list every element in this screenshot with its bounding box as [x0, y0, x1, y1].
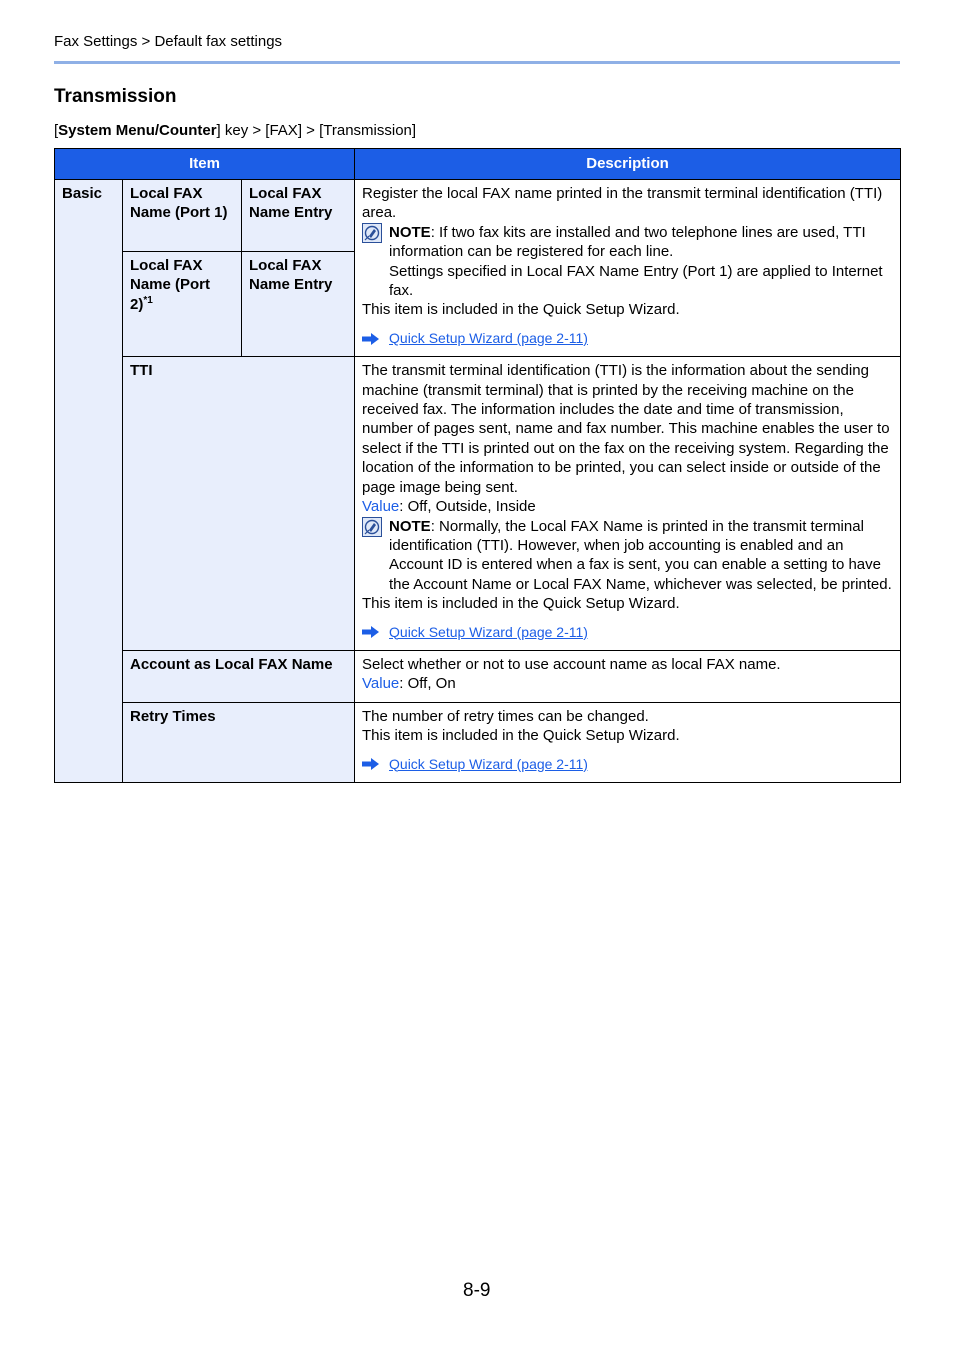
- table-row: [55, 650, 901, 702]
- wizard-text: This item is included in the Quick Setup Wizard.: [362, 727, 680, 745]
- group-basic: Basic: [55, 180, 123, 783]
- header-item: Item: [55, 149, 355, 180]
- note-pencil-icon: [362, 223, 382, 243]
- quick-setup-wizard-link[interactable]: Quick Setup Wizard (page 2-11): [389, 329, 588, 346]
- section-title: Transmission: [54, 86, 177, 107]
- header-rule: [54, 61, 900, 64]
- value-line: [362, 674, 892, 693]
- header-description: Description: [355, 149, 901, 180]
- item-local-fax-name-port1: Local FAX Name (Port 1): [123, 180, 242, 252]
- arrow-right-icon: [362, 758, 380, 770]
- link-line: [362, 329, 892, 348]
- settings-table: [54, 148, 901, 783]
- value-label: Value: [362, 675, 400, 693]
- item-tti: TTI: [123, 357, 355, 651]
- item-retry-times: Retry Times: [123, 702, 355, 782]
- desc-tti: [355, 357, 901, 651]
- value-label: Value: [362, 498, 400, 516]
- item-local-fax-name-port2: [123, 251, 242, 356]
- page-number: 8-9: [463, 1280, 491, 1301]
- quick-setup-wizard-link[interactable]: Quick Setup Wizard (page 2-11): [389, 755, 588, 772]
- note-label: NOTE: [389, 517, 431, 535]
- note-body: : Normally, the Local FAX Name is printed in the transmit terminal identification (TTI). However, when job accounting is enabled and an Account ID is entered when a fax is sent, you can enable a setting to have the Account Name or Local FAX Name, whichever was selected, be printed.: [389, 517, 892, 593]
- link-line: [362, 623, 892, 642]
- note-label: NOTE: [389, 223, 431, 241]
- arrow-right-icon: [362, 626, 380, 638]
- quick-setup-wizard-link[interactable]: Quick Setup Wizard (page 2-11): [389, 623, 588, 640]
- desc-text: The transmit terminal identification (TTI) is the information about the sending machine (transmit terminal) that is printed by the receiving machine on the received fax. The information includes the date and time of transmission, number of pages sent, name and fax number. This machine enables the user to select if the TTI is printed out on the fax on the receiving system. Regarding the location of the information to be printed, you can select inside or outside of the page image being sent.: [362, 362, 890, 496]
- wizard-text: This item is included in the Quick Setup Wizard.: [362, 595, 680, 613]
- key-path-key: System Menu/Counter: [58, 122, 217, 139]
- wizard-text: This item is included in the Quick Setup Wizard.: [362, 301, 680, 319]
- link-line: [362, 755, 892, 774]
- value-text: : Off, On: [399, 675, 456, 693]
- note-body: : If two fax kits are installed and two telephone lines are used, TTI information can be registered for each line.: [389, 223, 866, 261]
- table-row: [55, 357, 901, 651]
- key-path-rest: ] key > [FAX] > [Transmission]: [216, 122, 417, 139]
- desc-text: Register the local FAX name printed in the transmit terminal identification (TTI) area.: [362, 185, 883, 222]
- arrow-right-icon: [362, 333, 380, 345]
- desc-text: The number of retry times can be changed.: [362, 707, 649, 725]
- item-local-fax-name-entry-1: Local FAX Name Entry: [242, 180, 355, 252]
- desc-local-fax-name: [355, 180, 901, 357]
- key-path-open: [: [54, 122, 59, 139]
- note-pencil-icon: [362, 517, 382, 537]
- key-path: [54, 122, 416, 139]
- desc-retry: [355, 702, 901, 782]
- table-row: [55, 702, 901, 782]
- value-line: [362, 497, 892, 516]
- desc-text: Select whether or not to use account name as local FAX name.: [362, 655, 781, 673]
- table-header-row: [55, 149, 901, 180]
- note-text: [389, 517, 892, 595]
- value-text: : Off, Outside, Inside: [399, 498, 536, 516]
- note-text: [389, 223, 892, 301]
- note-block: [362, 223, 892, 301]
- note-body-2: Settings specified in Local FAX Name Entry (Port 1) are applied to Internet fax.: [389, 262, 883, 300]
- table-row: [55, 180, 901, 252]
- item-port2-label: Local FAX Name (Port 2): [130, 256, 211, 313]
- breadcrumb: Fax Settings > Default fax settings: [54, 33, 283, 50]
- footnote-marker: *1: [143, 294, 153, 306]
- note-block: [362, 517, 892, 595]
- item-local-fax-name-entry-2: Local FAX Name Entry: [242, 251, 355, 356]
- desc-account: [355, 650, 901, 702]
- item-account-as-local-fax-name: Account as Local FAX Name: [123, 650, 355, 702]
